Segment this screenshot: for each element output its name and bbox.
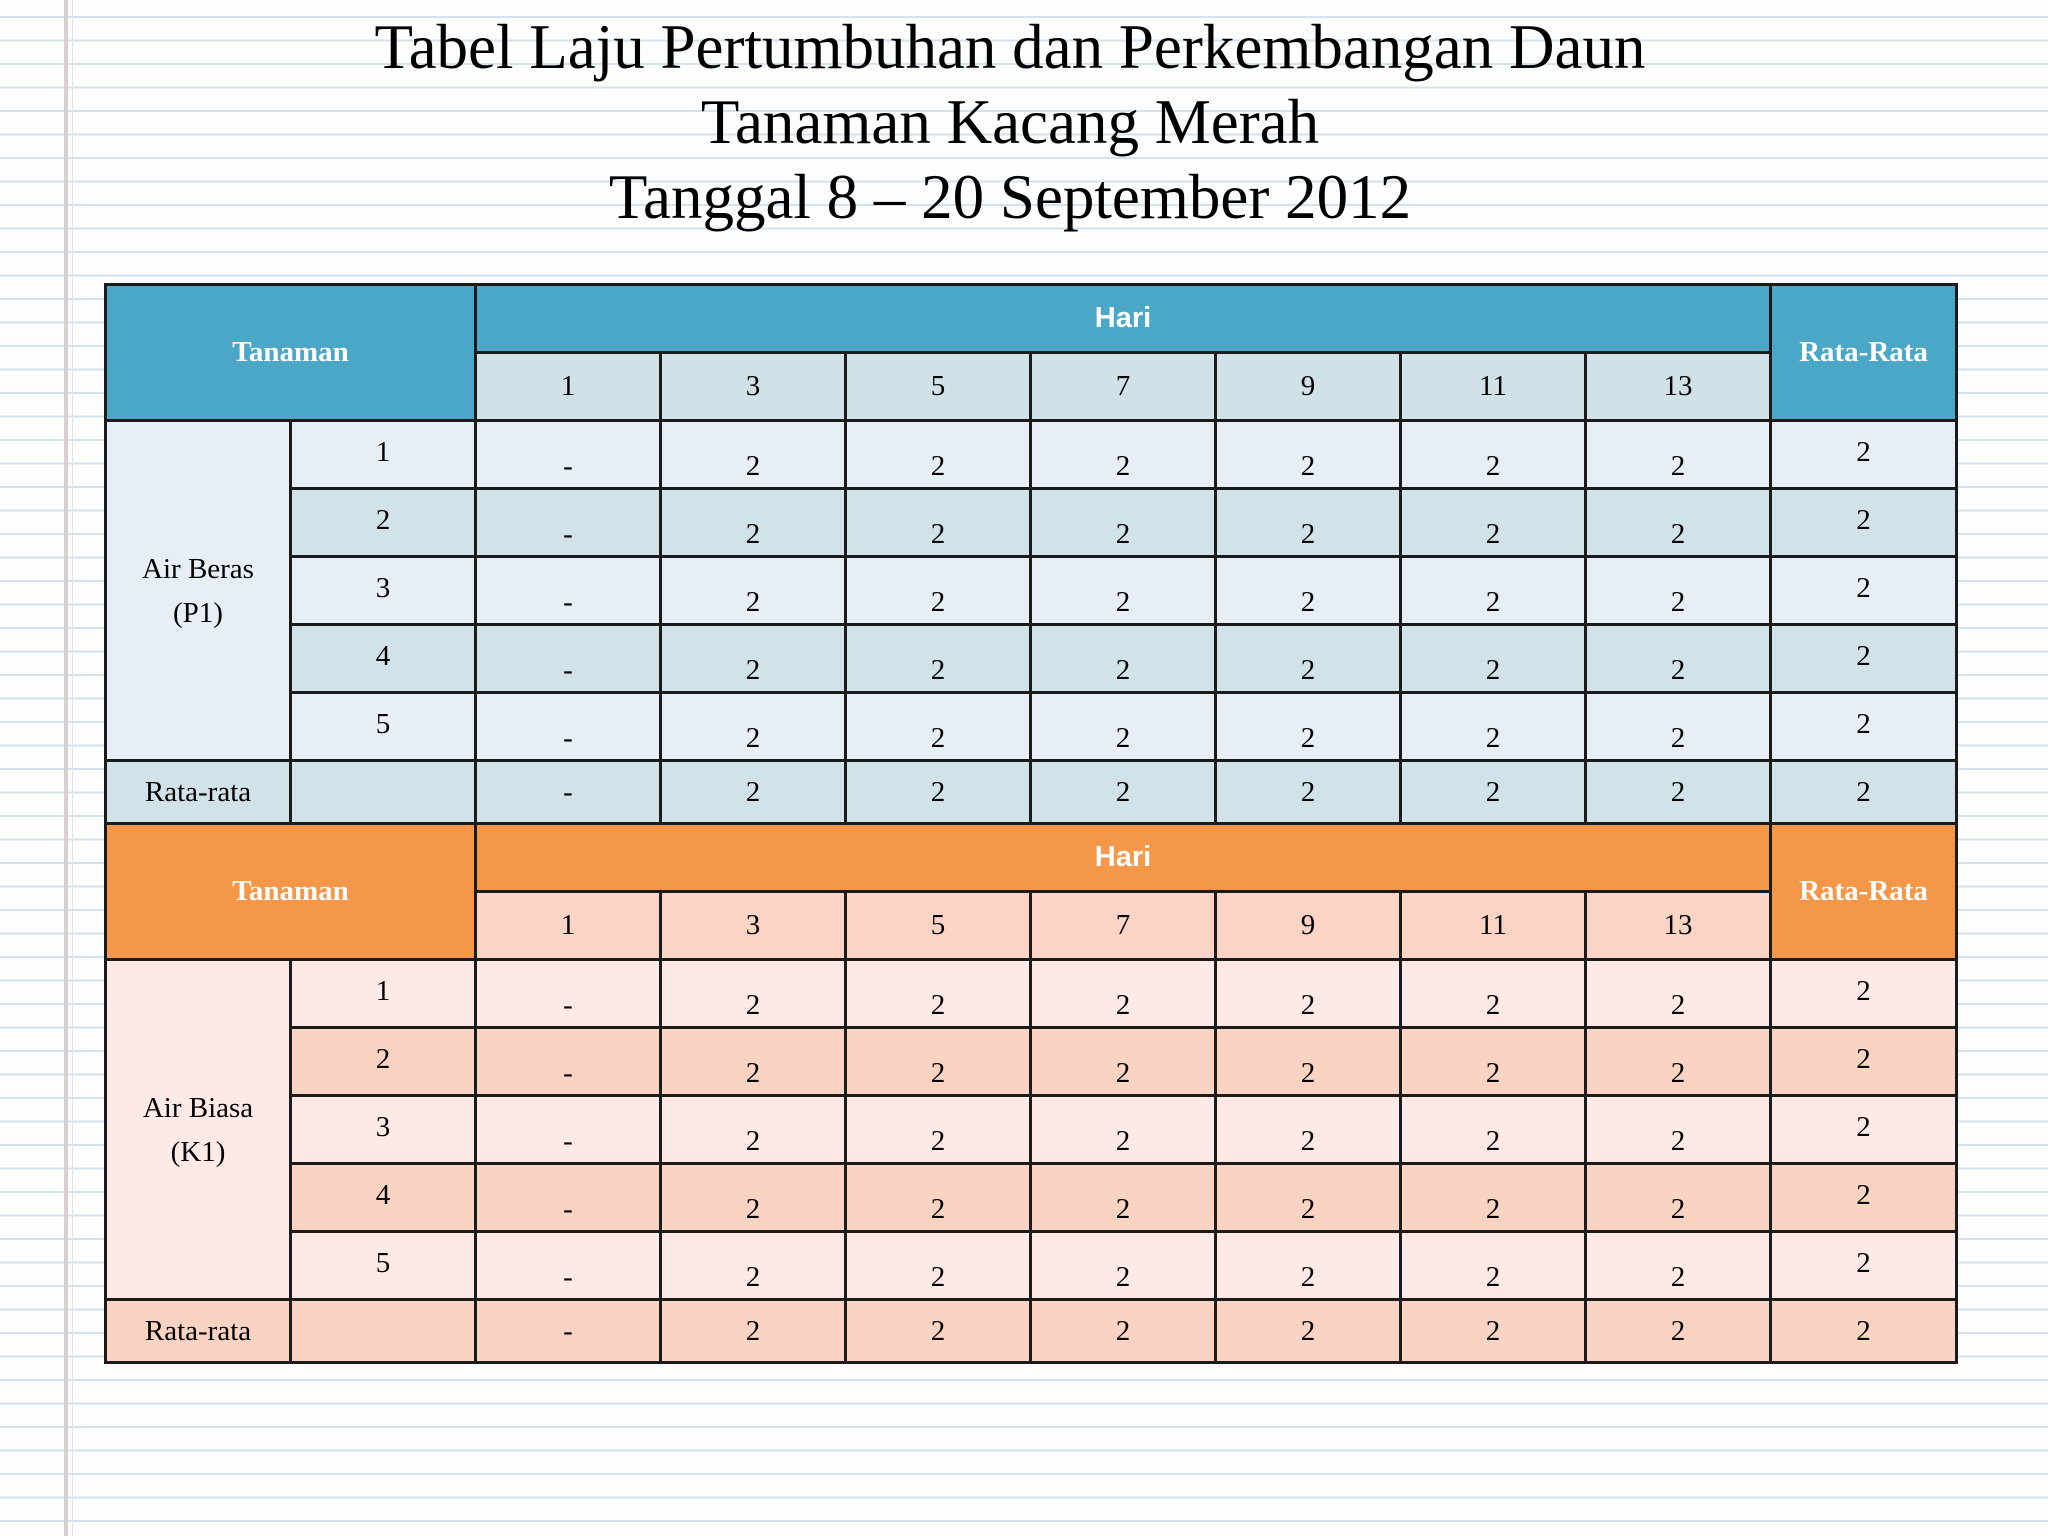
value-cell (1216, 1028, 1401, 1096)
value-cell (661, 625, 846, 693)
value-cell (1401, 557, 1586, 625)
summary-value-cell (846, 761, 1031, 824)
value-cell (1586, 1028, 1771, 1096)
value-cell-text: 2 (1115, 1125, 1131, 1157)
summary-label-text: Rata-rata (144, 775, 252, 808)
value-cell-text: 2 (1115, 586, 1131, 618)
summary-value-cell (1216, 761, 1401, 824)
average-cell-text: 2 (1856, 975, 1871, 1007)
orange-summary-row (106, 1300, 1957, 1363)
orange-day-header-text: 1 (560, 909, 576, 941)
value-cell-text: 2 (930, 1125, 946, 1157)
value-cell (846, 489, 1031, 557)
summary-value-cell (1401, 1300, 1586, 1363)
average-cell (1771, 489, 1957, 557)
value-cell-text: 2 (1115, 722, 1131, 754)
table-row (106, 1232, 1957, 1300)
plant-number-cell (291, 489, 476, 557)
value-cell-text: 2 (745, 1057, 761, 1089)
blue-day-header-text: 11 (1479, 370, 1507, 402)
value-cell (476, 489, 661, 557)
plant-number-cell-text: 5 (375, 1247, 391, 1279)
average-cell-text: 2 (1856, 708, 1871, 740)
value-cell-text: 2 (745, 518, 761, 550)
orange-header-hari-text: Hari (1094, 841, 1152, 873)
summary-value-cell (661, 1300, 846, 1363)
table-row (106, 693, 1957, 761)
growth-table (104, 283, 1958, 1364)
summary-value-cell-text: - (563, 1314, 573, 1347)
title-line-3: Tanggal 8 – 20 September 2012 (608, 162, 1412, 232)
value-cell-text: - (563, 586, 573, 618)
value-cell (1586, 489, 1771, 557)
value-cell (1216, 1232, 1401, 1300)
summary-value-cell (661, 761, 846, 824)
average-cell-text: 2 (1856, 436, 1871, 468)
value-cell-text: 2 (745, 654, 761, 686)
blue-header-tanaman-text: Tanaman (232, 336, 349, 368)
summary-average-cell (1771, 1300, 1957, 1363)
summary-value-cell-text: - (563, 775, 573, 808)
value-cell-text: 2 (1670, 1193, 1686, 1225)
blue-day-header-text: 5 (930, 370, 946, 402)
average-cell (1771, 1232, 1957, 1300)
value-cell (1031, 960, 1216, 1028)
value-cell (1586, 1232, 1771, 1300)
summary-value-cell-text: 2 (1485, 775, 1501, 808)
orange-header-row (106, 824, 1957, 892)
value-cell (846, 960, 1031, 1028)
value-cell-text: 2 (1485, 1261, 1501, 1293)
value-cell-text: 2 (1115, 1261, 1131, 1293)
summary-value-cell-text: 2 (1670, 1314, 1686, 1347)
value-cell-text: 2 (1300, 518, 1316, 550)
value-cell-text: 2 (930, 654, 946, 686)
table-row (106, 1096, 1957, 1164)
summary-value-cell-text: 2 (745, 775, 761, 808)
value-cell (846, 1096, 1031, 1164)
summary-value-cell-text: 2 (1300, 1314, 1316, 1347)
orange-header-tanaman-text: Tanaman (232, 875, 349, 907)
group-label-line-1: Air Beras (142, 552, 254, 585)
blue-day-header (1401, 353, 1586, 421)
group-label-line-2: (P1) (173, 596, 223, 629)
value-cell-text: - (563, 450, 573, 482)
value-cell-text: 2 (1485, 1193, 1501, 1225)
value-cell-text: 2 (930, 722, 946, 754)
value-cell (1586, 1096, 1771, 1164)
value-cell-text: 2 (1485, 989, 1501, 1021)
value-cell-text: 2 (1300, 1261, 1316, 1293)
summary-value-cell (1031, 1300, 1216, 1363)
value-cell-text: 2 (745, 586, 761, 618)
summary-value-cell-text: 2 (1115, 775, 1131, 808)
value-cell (1216, 557, 1401, 625)
average-cell (1771, 1164, 1957, 1232)
value-cell (476, 421, 661, 489)
value-cell (1216, 1096, 1401, 1164)
blue-header-tanaman (106, 285, 476, 421)
plant-number-cell-text: 3 (375, 572, 391, 604)
value-cell (1401, 1164, 1586, 1232)
orange-day-header (846, 892, 1031, 960)
value-cell-text: - (563, 1193, 573, 1225)
plant-number-cell (291, 557, 476, 625)
blue-day-header-text: 9 (1300, 370, 1316, 402)
summary-average-cell-text: 2 (1856, 775, 1871, 808)
value-cell (1216, 1164, 1401, 1232)
value-cell (1031, 693, 1216, 761)
blue-day-header (1216, 353, 1401, 421)
average-cell (1771, 960, 1957, 1028)
summary-value-cell-text: 2 (930, 1314, 946, 1347)
value-cell-text: - (563, 1261, 573, 1293)
table-row (106, 557, 1957, 625)
value-cell (1586, 625, 1771, 693)
value-cell-text: 2 (1485, 586, 1501, 618)
orange-header-hari (476, 824, 1771, 892)
value-cell (1401, 1028, 1586, 1096)
value-cell (846, 693, 1031, 761)
average-cell-text: 2 (1856, 504, 1871, 536)
value-cell (661, 960, 846, 1028)
value-cell-text: 2 (745, 1193, 761, 1225)
orange-day-header-text: 11 (1479, 909, 1507, 941)
title-line-2: Tanaman Kacang Merah (700, 87, 1320, 157)
orange-header-tanaman (106, 824, 476, 960)
blue-group-label (106, 421, 291, 761)
value-cell-text: 2 (1115, 654, 1131, 686)
blue-day-header (846, 353, 1031, 421)
value-cell-text: 2 (1115, 518, 1131, 550)
value-cell (661, 693, 846, 761)
blue-summary-row (106, 761, 1957, 824)
orange-header-rata-rata-text: Rata-Rata (1799, 875, 1928, 907)
value-cell (846, 1232, 1031, 1300)
orange-day-header (476, 892, 661, 960)
plant-number-cell-text: 4 (375, 640, 391, 672)
table-row (106, 421, 1957, 489)
average-cell (1771, 1028, 1957, 1096)
value-cell-text: 2 (1670, 654, 1686, 686)
summary-empty-cell (291, 1300, 476, 1363)
blue-header-hari (476, 285, 1771, 353)
value-cell-text: 2 (930, 450, 946, 482)
summary-value-cell-text: 2 (930, 775, 946, 808)
value-cell-text: 2 (745, 722, 761, 754)
value-cell (1216, 421, 1401, 489)
summary-value-cell-text: 2 (1485, 1314, 1501, 1347)
value-cell-text: 2 (1300, 989, 1316, 1021)
average-cell (1771, 421, 1957, 489)
value-cell-text: 2 (745, 1261, 761, 1293)
plant-number-cell (291, 625, 476, 693)
value-cell (1586, 960, 1771, 1028)
summary-value-cell-text: 2 (1670, 775, 1686, 808)
blue-header-rata-rata-text: Rata-Rata (1799, 336, 1928, 368)
value-cell-text: 2 (1300, 450, 1316, 482)
value-cell (661, 1028, 846, 1096)
plant-number-cell-text: 1 (375, 436, 391, 468)
table-row (106, 489, 1957, 557)
value-cell-text: 2 (1115, 1057, 1131, 1089)
value-cell-text: 2 (1670, 450, 1686, 482)
value-cell (1031, 1164, 1216, 1232)
value-cell (661, 557, 846, 625)
summary-label (106, 1300, 291, 1363)
value-cell (1401, 489, 1586, 557)
plant-number-cell (291, 1096, 476, 1164)
value-cell (1031, 489, 1216, 557)
value-cell-text: 2 (930, 586, 946, 618)
value-cell-text: - (563, 989, 573, 1021)
value-cell-text: 2 (1670, 1261, 1686, 1293)
summary-label (106, 761, 291, 824)
value-cell (846, 421, 1031, 489)
value-cell (1401, 625, 1586, 693)
plant-number-cell (291, 1164, 476, 1232)
orange-day-header-text: 9 (1300, 909, 1316, 941)
value-cell (846, 557, 1031, 625)
group-label-line-2: (K1) (170, 1135, 226, 1168)
average-cell (1771, 557, 1957, 625)
value-cell-text: 2 (1485, 654, 1501, 686)
blue-day-header-text: 3 (745, 370, 761, 402)
value-cell-text: 2 (1670, 1057, 1686, 1089)
value-cell-text: - (563, 1057, 573, 1089)
blue-day-header-text: 1 (560, 370, 576, 402)
value-cell-text: 2 (930, 518, 946, 550)
plant-number-cell-text: 2 (375, 1043, 391, 1075)
table-row (106, 1164, 1957, 1232)
value-cell-text: 2 (1300, 586, 1316, 618)
value-cell (476, 960, 661, 1028)
average-cell-text: 2 (1856, 1247, 1871, 1279)
value-cell (1586, 421, 1771, 489)
value-cell-text: - (563, 654, 573, 686)
blue-header-hari-text: Hari (1094, 302, 1152, 334)
value-cell (476, 1164, 661, 1232)
orange-day-header-text: 3 (745, 909, 761, 941)
average-cell (1771, 693, 1957, 761)
value-cell (661, 489, 846, 557)
plant-number-cell-text: 5 (375, 708, 391, 740)
value-cell (1031, 557, 1216, 625)
value-cell (1031, 625, 1216, 693)
table-row (106, 960, 1957, 1028)
value-cell (1216, 693, 1401, 761)
value-cell-text: 2 (930, 1261, 946, 1293)
orange-day-header (1031, 892, 1216, 960)
blue-header-rata-rata (1771, 285, 1957, 421)
value-cell (476, 693, 661, 761)
plant-number-cell (291, 693, 476, 761)
value-cell (846, 625, 1031, 693)
value-cell (1216, 489, 1401, 557)
value-cell (1216, 960, 1401, 1028)
value-cell-text: 2 (1485, 518, 1501, 550)
table-row (106, 1028, 1957, 1096)
value-cell-text: 2 (1670, 586, 1686, 618)
value-cell (476, 1232, 661, 1300)
plant-number-cell (291, 1028, 476, 1096)
value-cell-text: 2 (1670, 1125, 1686, 1157)
summary-value-cell (846, 1300, 1031, 1363)
summary-average-cell (1771, 761, 1957, 824)
value-cell-text: 2 (745, 1125, 761, 1157)
plant-number-cell-text: 3 (375, 1111, 391, 1143)
average-cell (1771, 1096, 1957, 1164)
value-cell-text: 2 (1670, 518, 1686, 550)
average-cell-text: 2 (1856, 1043, 1871, 1075)
orange-group-label (106, 960, 291, 1300)
value-cell-text: 2 (1115, 1193, 1131, 1225)
table-row (106, 625, 1957, 693)
blue-day-header (1031, 353, 1216, 421)
value-cell (1586, 693, 1771, 761)
value-cell (846, 1028, 1031, 1096)
summary-value-cell-text: 2 (1300, 775, 1316, 808)
summary-value-cell (1586, 1300, 1771, 1363)
plant-number-cell (291, 960, 476, 1028)
plant-number-cell-text: 2 (375, 504, 391, 536)
value-cell (661, 1232, 846, 1300)
blue-day-header (476, 353, 661, 421)
value-cell-text: - (563, 518, 573, 550)
blue-day-header (1586, 353, 1771, 421)
orange-day-header (1216, 892, 1401, 960)
value-cell (1401, 960, 1586, 1028)
value-cell (1031, 421, 1216, 489)
value-cell-text: - (563, 1125, 573, 1157)
plant-number-cell (291, 1232, 476, 1300)
value-cell-text: 2 (930, 989, 946, 1021)
value-cell-text: 2 (745, 989, 761, 1021)
value-cell (1401, 1232, 1586, 1300)
value-cell (1586, 1164, 1771, 1232)
value-cell (1586, 557, 1771, 625)
value-cell-text: 2 (1115, 450, 1131, 482)
value-cell (476, 557, 661, 625)
orange-day-header-text: 7 (1115, 909, 1131, 941)
value-cell (1031, 1232, 1216, 1300)
blue-header-row (106, 285, 1957, 353)
value-cell-text: - (563, 722, 573, 754)
summary-label-text: Rata-rata (144, 1314, 252, 1347)
plant-number-cell-text: 1 (375, 975, 391, 1007)
value-cell-text: 2 (930, 1057, 946, 1089)
orange-day-header-text: 5 (930, 909, 946, 941)
orange-header-rata-rata (1771, 824, 1957, 960)
blue-day-header-text: 7 (1115, 370, 1131, 402)
value-cell (1401, 1096, 1586, 1164)
value-cell-text: 2 (930, 1193, 946, 1225)
title-line-1: Tabel Laju Pertumbuhan dan Perkembangan Daun (374, 12, 1646, 82)
value-cell (661, 421, 846, 489)
value-cell-text: 2 (1300, 1193, 1316, 1225)
plant-number-cell (291, 421, 476, 489)
blue-day-header-text: 13 (1663, 370, 1693, 402)
value-cell (1031, 1028, 1216, 1096)
value-cell (1401, 693, 1586, 761)
value-cell-text: 2 (1485, 450, 1501, 482)
value-cell (661, 1096, 846, 1164)
orange-day-header (661, 892, 846, 960)
value-cell (1216, 625, 1401, 693)
orange-day-header (1401, 892, 1586, 960)
summary-value-cell (1031, 761, 1216, 824)
value-cell (476, 1028, 661, 1096)
value-cell (1031, 1096, 1216, 1164)
summary-value-cell (1216, 1300, 1401, 1363)
value-cell (476, 1096, 661, 1164)
value-cell (1401, 421, 1586, 489)
orange-day-header-text: 13 (1663, 909, 1693, 941)
plant-number-cell-text: 4 (375, 1179, 391, 1211)
value-cell-text: 2 (1485, 1057, 1501, 1089)
average-cell (1771, 625, 1957, 693)
value-cell-text: 2 (1300, 1125, 1316, 1157)
average-cell-text: 2 (1856, 640, 1871, 672)
average-cell-text: 2 (1856, 1179, 1871, 1211)
group-label-line-1: Air Biasa (142, 1091, 254, 1124)
value-cell-text: 2 (1670, 722, 1686, 754)
value-cell (476, 625, 661, 693)
summary-value-cell (476, 1300, 661, 1363)
summary-value-cell-text: 2 (1115, 1314, 1131, 1347)
value-cell-text: 2 (1115, 989, 1131, 1021)
average-cell-text: 2 (1856, 1111, 1871, 1143)
summary-value-cell (1586, 761, 1771, 824)
blue-day-header (661, 353, 846, 421)
average-cell-text: 2 (1856, 572, 1871, 604)
orange-day-header (1586, 892, 1771, 960)
page-title (0, 10, 2020, 235)
value-cell-text: 2 (1300, 654, 1316, 686)
value-cell-text: 2 (1300, 722, 1316, 754)
value-cell-text: 2 (1485, 722, 1501, 754)
summary-value-cell (1401, 761, 1586, 824)
value-cell-text: 2 (745, 450, 761, 482)
summary-empty-cell (291, 761, 476, 824)
value-cell-text: 2 (1300, 1057, 1316, 1089)
summary-value-cell-text: 2 (745, 1314, 761, 1347)
value-cell-text: 2 (1670, 989, 1686, 1021)
value-cell (846, 1164, 1031, 1232)
summary-average-cell-text: 2 (1856, 1314, 1871, 1347)
summary-value-cell (476, 761, 661, 824)
value-cell (661, 1164, 846, 1232)
value-cell-text: 2 (1485, 1125, 1501, 1157)
